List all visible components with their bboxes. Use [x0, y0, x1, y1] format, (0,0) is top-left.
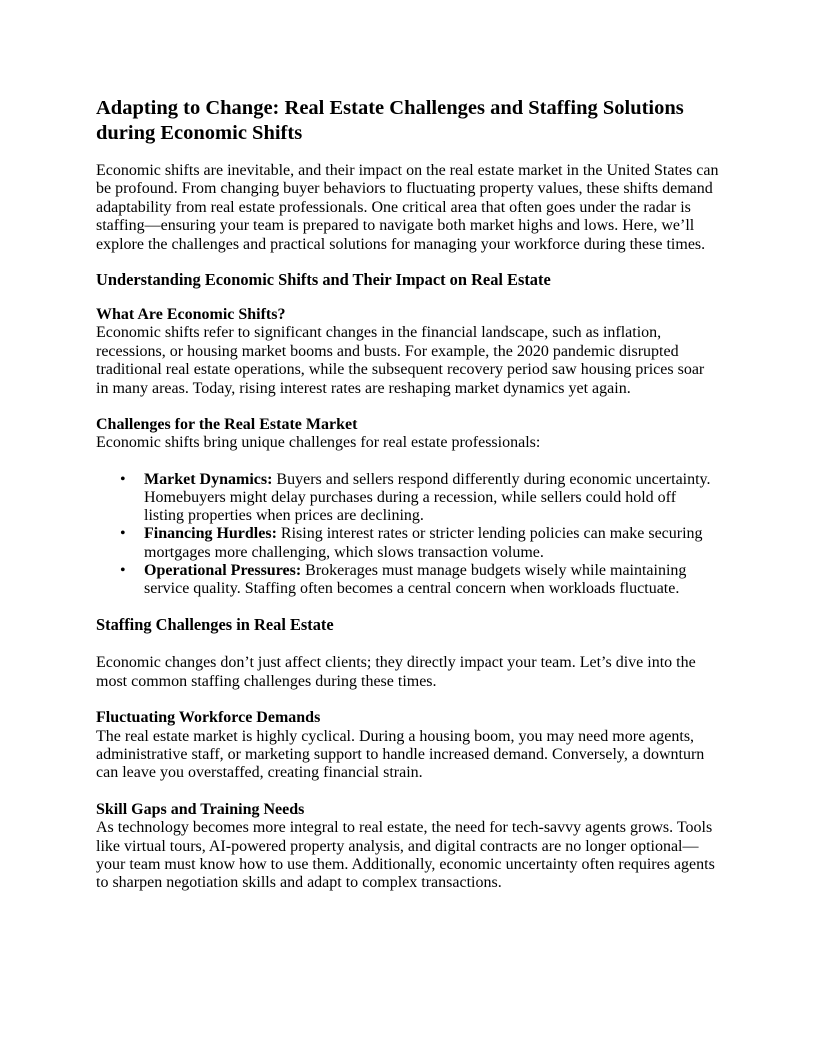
subheading-challenges-market: Challenges for the Real Estate Market — [96, 416, 358, 434]
list-item-label: Financing Hurdles: — [144, 525, 277, 543]
document-title: Adapting to Change: Real Estate Challenges and Staffing Solutions during Economic Shifts — [96, 97, 684, 144]
subheading-what-are-economic-shifts: What Are Economic Shifts? — [96, 306, 286, 324]
bullet-icon: • — [120, 470, 126, 488]
list-item — [120, 525, 720, 561]
challenges-bullet-list — [96, 471, 720, 598]
section-heading-staffing-challenges: Staffing Challenges in Real Estate — [96, 615, 334, 635]
section-heading-economic-shifts: Understanding Economic Shifts and Their Impact on Real Estate — [96, 270, 551, 290]
paragraph-challenges-market: Economic shifts bring unique challenges for real estate professionals: — [96, 434, 541, 452]
subheading-skill-gaps: Skill Gaps and Training Needs — [96, 800, 305, 818]
list-item-label: Market Dynamics: — [144, 470, 273, 488]
bullet-icon: • — [120, 561, 126, 579]
list-item-text: Rising interest rates or stricter lending policies can make securing mortgages more challenging, which slows transaction volume. — [144, 525, 703, 561]
paragraph-skill-gaps: As technology becomes more integral to real estate, the need for tech-savvy agents grows. Tools like virtual tours, AI-powered property analysis, and digital contracts are no longer optional—your team must know how to use them. Additionally, economic uncertainty often requires agents to sharpen negotiation skills and adapt to complex transactions. — [96, 819, 715, 892]
list-item-label: Operational Pressures: — [144, 561, 302, 579]
intro-paragraph: Economic shifts are inevitable, and their impact on the real estate market in the United States can be profound. From changing buyer behaviors to fluctuating property values, these shifts demand adaptability from real estate professionals. One critical area that often goes under the radar is staffing—ensuring your team is prepared to navigate both market highs and lows. Here, we’ll explore the challenges and practical solutions for managing your workforce during these times. — [96, 162, 719, 253]
paragraph-what-are-economic-shifts: Economic shifts refer to significant changes in the financial landscape, such as inflation, recessions, or housing market booms and busts. For example, the 2020 pandemic disrupted traditional real estate operations, while the subsequent recovery period saw housing prices soar in many areas. Today, rising interest rates are reshaping market dynamics yet again. — [96, 324, 705, 397]
list-item — [120, 561, 720, 598]
list-item-text: Brokerages must manage budgets wisely while maintaining service quality. Staffing often becomes a central concern when workloads fluctuate. — [144, 561, 687, 598]
paragraph-fluctuating-demands: The real estate market is highly cyclical. During a housing boom, you may need more agents, administrative staff, or marketing support to handle increased demand. Conversely, a downturn can leave you overstaffed, creating financial strain. — [96, 727, 705, 782]
list-item-text: Buyers and sellers respond differently during economic uncertainty. Homebuyers might delay purchases during a recession, while sellers could hold off listing properties when prices are declining. — [144, 470, 711, 525]
document-page — [96, 96, 720, 893]
paragraph-staffing-intro: Economic changes don’t just affect clients; they directly impact your team. Let’s dive into the most common staffing challenges during these times. — [96, 654, 696, 690]
subheading-fluctuating-demands: Fluctuating Workforce Demands — [96, 709, 321, 727]
bullet-icon: • — [120, 525, 126, 543]
list-item — [120, 470, 720, 526]
